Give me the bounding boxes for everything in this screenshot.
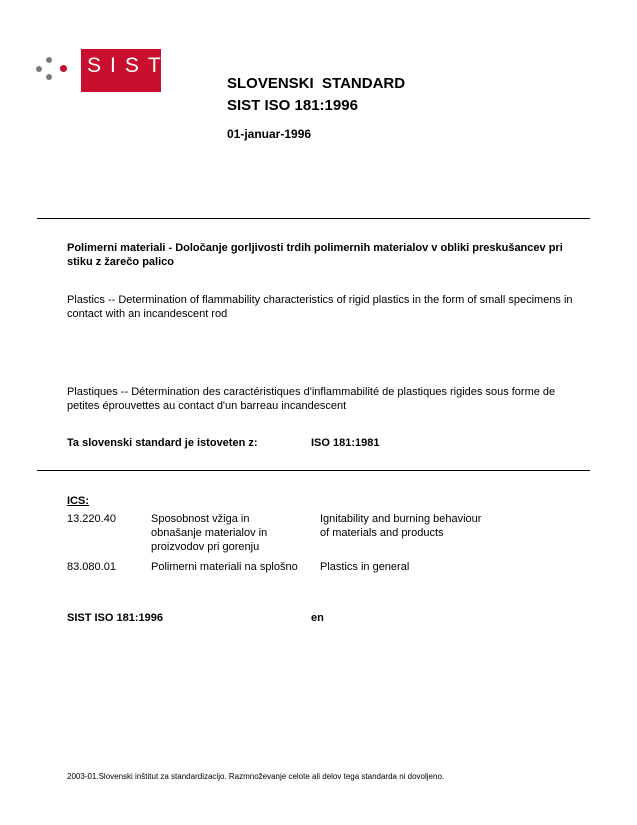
standard-language: en: [311, 612, 324, 624]
top-divider: [37, 218, 590, 219]
ics-description-en: Plastics in general: [320, 561, 410, 573]
standard-id: SIST ISO 181:1996: [67, 612, 163, 624]
logo-dot-4: [60, 65, 67, 72]
ics-code: 83.080.01: [67, 561, 116, 573]
logo-dot-2: [46, 57, 52, 63]
logo-dot-1: [36, 66, 42, 72]
ics-description-sl: Sposobnost vžiga in obnašanje materialov in proizvodov pri gorenju: [151, 513, 268, 553]
equivalence-label: Ta slovenski standard je istoveten z:: [67, 437, 258, 449]
logo-dot-3: [46, 74, 52, 80]
title-french: Plastiques -- Détermination des caractéristiques d'inflammabilité de plastiques rigides sous forme de petites éprouvettes au contact d'un barreau incandescent: [67, 386, 556, 412]
ics-code: 13.220.40: [67, 513, 116, 525]
sist-logo: [81, 49, 170, 92]
ics-description-sl: Polimerni materiali na splošno: [151, 561, 298, 573]
logo-dots: [36, 52, 72, 82]
standard-number: SIST ISO 181:1996: [227, 97, 358, 114]
middle-divider: [37, 470, 590, 471]
ics-heading: ICS:: [67, 495, 89, 507]
copyright-footer: 2003-01.Slovenski inštitut za standardizacijo. Razmnoževanje celote ali delov tega standarda ni dovoljeno.: [67, 772, 445, 781]
ics-description-en: Ignitability and burning behaviour of materials and products: [320, 513, 482, 539]
standard-type: SLOVENSKI STANDARD: [227, 75, 406, 92]
title-slovenian: Polimerni materiali - Določanje gorljivosti trdih polimernih materialov v obliki preskušancev pri stiku z žarečo palico: [67, 242, 563, 268]
title-english: Plastics -- Determination of flammability characteristics of rigid plastics in the form of small specimens in contact with an incandescent rod: [67, 294, 573, 320]
standard-date: 01-januar-1996: [227, 127, 312, 141]
equivalence-value: ISO 181:1981: [311, 437, 380, 449]
sist-logo-text: SIST: [87, 54, 170, 77]
